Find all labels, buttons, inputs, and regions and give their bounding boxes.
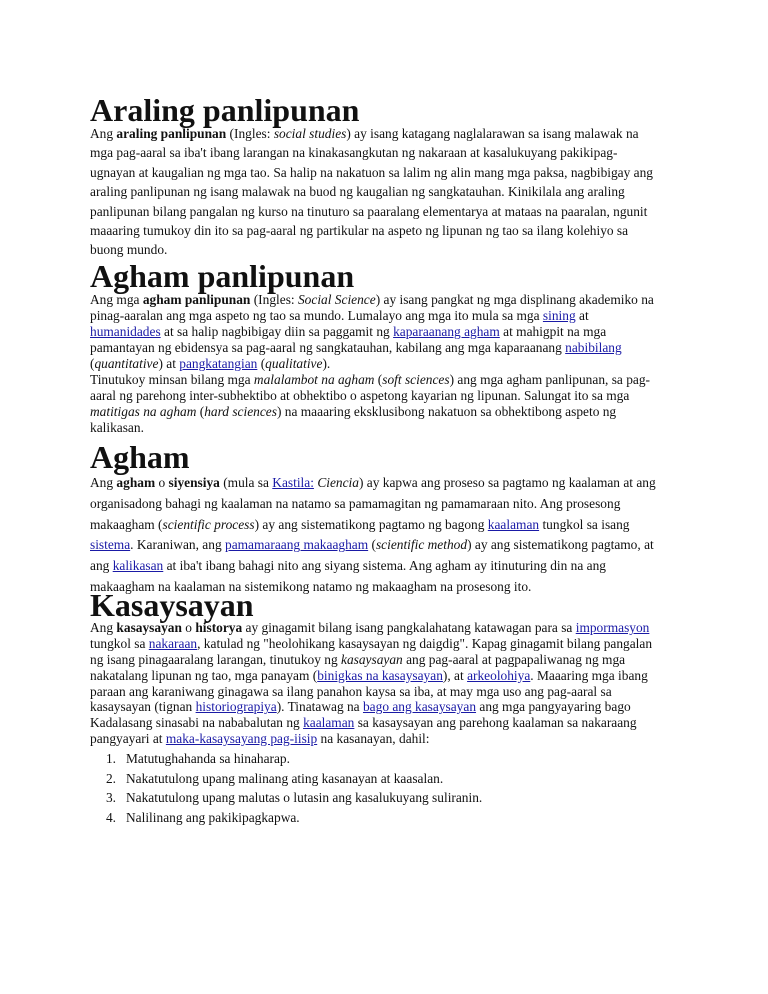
italic-term: hard sciences xyxy=(204,404,277,419)
inline-link[interactable]: bago ang kasaysayan xyxy=(362,699,477,715)
list-item: 1. Matutughahanda sa hinaharap. xyxy=(105,751,290,766)
text-run: ), at xyxy=(442,667,468,683)
text-run: na kasanayan, dahil: xyxy=(317,731,430,747)
text-run: . Karaniwan, ang xyxy=(130,537,225,553)
text-line xyxy=(90,636,690,652)
text-run: o xyxy=(155,475,169,490)
heading-araling-panlipunan: Araling panlipunan xyxy=(90,92,360,128)
text-run: panlipunan bilang pangalan ng kurso na tinuturo sa paaralang elementarya at mataas na paaralan, ngunit xyxy=(90,203,648,219)
text-run: (Ingles: xyxy=(250,292,298,307)
inline-link[interactable]: sining xyxy=(542,308,576,323)
italic-term: Social Science xyxy=(297,292,376,307)
inline-link[interactable]: kalikasan xyxy=(112,558,164,574)
text-run: ( xyxy=(90,356,95,371)
text-line xyxy=(90,308,690,324)
text-run: Ang xyxy=(90,126,117,141)
inline-link[interactable]: historiograpiya xyxy=(195,699,277,715)
text-line xyxy=(90,515,690,536)
text-line xyxy=(90,420,690,436)
text-run: ( xyxy=(257,356,266,371)
text-line xyxy=(90,372,690,388)
italic-term: scientific process xyxy=(162,516,255,532)
inline-link[interactable]: kaparaanang agham xyxy=(393,324,500,339)
text-line xyxy=(90,182,690,201)
text-line xyxy=(90,715,690,731)
text-run: o xyxy=(181,620,196,635)
text-run: ( xyxy=(196,404,205,419)
text-run: maaaring tumukoy din ito sa pag-aaral ng partikular na aspeto ng lipunan ng tao sa ilang kolehiyo sa xyxy=(90,222,629,238)
text-run: Kadalasang sinasabi na nababalutan ng xyxy=(90,715,304,731)
text-run: kasaysayan (tignan xyxy=(90,699,196,715)
text-line xyxy=(90,356,690,372)
text-run: Ang xyxy=(90,475,117,490)
text-line xyxy=(90,652,690,668)
inline-link[interactable]: sistema xyxy=(90,537,131,553)
inline-link[interactable]: kaalaman xyxy=(303,715,355,731)
text-run: at xyxy=(575,308,589,323)
inline-link[interactable]: nakaraan xyxy=(148,635,198,651)
text-line xyxy=(90,404,690,420)
paragraph-araling-panlipunan xyxy=(90,124,690,260)
text-run: at mahigpit na mga xyxy=(499,324,607,339)
text-run: ). xyxy=(322,356,331,371)
text-run: ay ginagamit bilang isang pangkalahatang katawagan para sa xyxy=(242,620,576,635)
text-run: pinag-aaralan ang mga aspeto ng tao sa mundo. Lumalayo ang mga ito mula sa mga xyxy=(90,308,543,323)
inline-link[interactable]: nabibilang xyxy=(565,340,622,355)
text-run: ugnayan at kaugalian ng mga tao. Sa halip na nakatuon sa lalim ng alin mang mga paksa, nagbibigay ang xyxy=(90,164,653,180)
text-run: (mula sa xyxy=(219,475,273,490)
text-line xyxy=(90,620,690,636)
text-line xyxy=(90,163,690,182)
text-line xyxy=(90,202,690,221)
bold-term: agham panlipunan xyxy=(142,292,251,307)
text-run: ) ay ang sistematikong pagtamo ng bagong xyxy=(254,516,488,532)
text-run: makaagham na kaalaman na sistemikong natamo ng makaagham na prosesong ito. xyxy=(90,578,532,594)
text-run: Ang xyxy=(90,620,117,635)
bold-term: siyensiya xyxy=(168,475,220,490)
text-run: makaagham ( xyxy=(90,516,163,532)
text-run: ang xyxy=(90,558,113,574)
italic-term: kasaysayan xyxy=(341,651,403,667)
inline-link[interactable]: impormasyon xyxy=(575,620,650,635)
text-run: , katulad ng "heolohikang kasaysayan ng daigdig". Kapag ginagamit bilang pangalan xyxy=(197,635,653,651)
list-item: 2. Nakatutulong upang malinang ating kasanayan at kaasalan. xyxy=(105,770,444,786)
inline-link[interactable]: arkeolohiya xyxy=(467,667,531,683)
list-item: 4. Nalilinang ang pakikipagkapwa. xyxy=(105,809,300,825)
text-run: nakatalang lipunan ng tao, mga panayam ( xyxy=(90,667,318,683)
text-run: paraan ang karaniwang ginagawa sa ilang panahon kaysa sa iba, at may mga uso ang pag-aaral sa xyxy=(90,683,612,699)
text-run: aaral ng parehong inter-subhektibo at obhektibo o aspetong kayarian ng lipunan. Salungat ito sa mga xyxy=(90,388,630,403)
text-run: ng isang pinagaaralang larangan, tinutukoy ng xyxy=(90,651,342,667)
bold-term: agham xyxy=(116,475,156,490)
text-line xyxy=(90,684,690,700)
italic-term: scientific method xyxy=(375,537,468,553)
text-run: ). Tinatawag na xyxy=(276,699,363,715)
bold-term: kasaysayan xyxy=(116,620,182,635)
bold-term: historya xyxy=(195,620,243,635)
heading-kasaysayan: Kasaysayan xyxy=(90,587,254,623)
bold-term: araling panlipunan xyxy=(116,126,227,141)
italic-term: soft sciences xyxy=(382,372,450,387)
italic-term: qualitative xyxy=(265,356,323,371)
italic-term: malalambot na agham xyxy=(253,372,375,387)
text-run: at iba't ibang bahagi nito ang siyang sistema. Ang agham ay itinuturing din na ang xyxy=(163,558,606,574)
italic-term: Ciencia xyxy=(317,475,359,490)
text-line xyxy=(90,388,690,404)
inline-link[interactable]: humanidades xyxy=(90,324,161,339)
paragraph-kasaysayan xyxy=(90,620,690,747)
text-run: ) ay isang katagang naglalarawan sa isang malawak na xyxy=(346,126,639,141)
text-run: pamantayan ng ebidensya sa pag-aaral ng sangkatauhan, kabilang ang mga kaparaanang xyxy=(90,340,566,355)
kasaysayan-benefits-list xyxy=(90,749,482,827)
text-line xyxy=(90,535,690,556)
text-line xyxy=(90,124,690,143)
text-run: ang mga pangyayaring bago xyxy=(476,699,631,715)
text-run: at sa halip nagbibigay diin sa paggamit ng xyxy=(160,324,394,339)
inline-link[interactable]: pangkatangian xyxy=(179,356,258,371)
inline-link[interactable]: pamamaraang makaagham xyxy=(225,537,369,553)
text-run: ) na maaaring eksklusibong nakatuon sa obhektibong aspeto ng xyxy=(276,404,617,419)
paragraph-agham xyxy=(90,473,690,598)
text-line xyxy=(90,494,690,515)
heading-agham: Agham xyxy=(90,439,190,475)
text-run: ) ay ang sistematikong pagtamo, at xyxy=(467,537,654,553)
text-line xyxy=(90,292,690,308)
text-line xyxy=(90,731,690,747)
text-run: Tinutukoy minsan bilang mga xyxy=(90,372,254,387)
inline-link[interactable]: kaalaman xyxy=(487,516,540,532)
text-run: araling panlipunan ng isang malawak na buod ng kaugalian ng sangkatauhan. Kinikilala ang araling xyxy=(90,184,625,200)
text-run: (Ingles: xyxy=(226,126,274,141)
text-line xyxy=(90,668,690,684)
text-line xyxy=(90,324,690,340)
text-line xyxy=(90,240,690,259)
text-run: buong mundo. xyxy=(90,242,168,258)
text-line xyxy=(90,143,690,162)
text-run: kalikasan. xyxy=(90,420,144,435)
heading-agham-panlipunan: Agham panlipunan xyxy=(90,258,355,294)
text-line xyxy=(90,699,690,715)
text-run: pangyayari at xyxy=(90,731,166,747)
text-run: ( xyxy=(368,537,376,553)
text-run: ) ay kapwa ang proseso sa pagtamo ng kaalaman at ang xyxy=(358,475,656,490)
text-run: sa kasaysayan ang parehong kaalaman sa nakaraang xyxy=(354,715,637,731)
inline-link[interactable]: Kastila: xyxy=(272,475,314,490)
inline-link[interactable]: maka-kasaysayang pag-iisip xyxy=(165,731,318,747)
text-run: ) ang mga agham panlipunan, sa pag- xyxy=(449,372,650,387)
list-item: 3. Nakatutulong upang malutas o lutasin ang kasalukuyang suliranin. xyxy=(105,790,483,806)
text-run: ( xyxy=(374,372,383,387)
text-run: ) ay isang pangkat ng mga displinang akademiko na xyxy=(375,292,654,307)
italic-term: social studies xyxy=(273,126,347,141)
text-run: Ang mga xyxy=(90,292,143,307)
text-run: mga pag-aaral sa iba't ibang larangan na kinakasangkutan ng nakaraan at kasalukuyang pakikipag- xyxy=(90,145,618,161)
text-line xyxy=(90,340,690,356)
text-line xyxy=(90,556,690,577)
text-run: organisadong bahagi ng kaalaman na natamo sa pamamagitan ng pamamaraan nito. Ang prosesong xyxy=(90,495,621,511)
text-run: tungkol sa isang xyxy=(539,516,630,532)
italic-term: matitigas na agham xyxy=(90,404,197,419)
italic-term: quantitative xyxy=(94,356,159,371)
inline-link[interactable]: binigkas na kasaysayan xyxy=(317,667,443,683)
text-run: ang pag-aaral at pagpapaliwanag ng mga xyxy=(402,651,626,667)
text-line xyxy=(90,221,690,240)
text-run: tungkol sa xyxy=(90,635,149,651)
paragraph-agham-panlipunan xyxy=(90,292,690,436)
text-line xyxy=(90,473,690,494)
text-run: . Maaaring mga ibang xyxy=(530,667,648,683)
text-run: ) at xyxy=(158,356,180,371)
